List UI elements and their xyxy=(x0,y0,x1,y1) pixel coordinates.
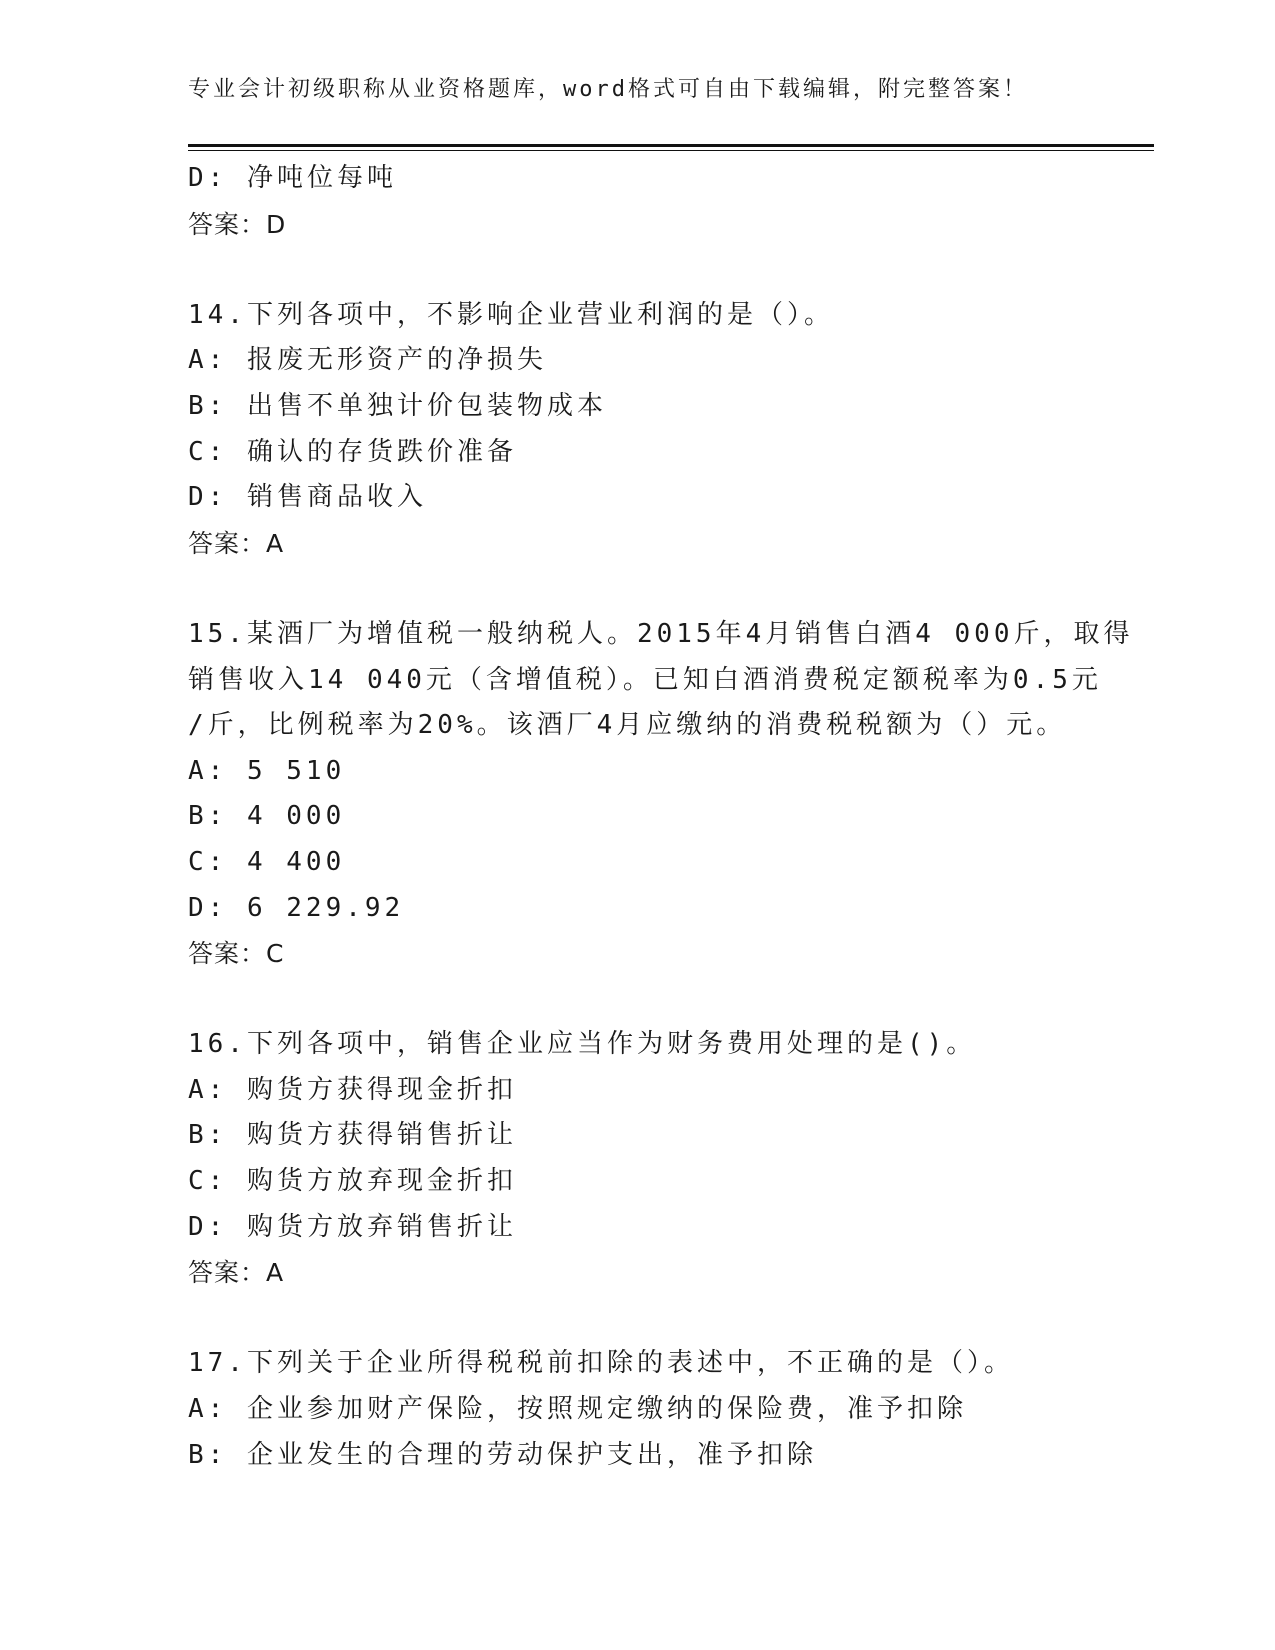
spacer xyxy=(188,1296,1088,1342)
option-c: C: 4 400 xyxy=(188,846,346,877)
option-d: D: 销售商品收入 xyxy=(188,482,427,513)
spacer xyxy=(188,247,1088,293)
option-d: D: 6 229.92 xyxy=(188,892,405,923)
header-rule-thick xyxy=(188,144,1154,147)
option-b: B: 购货方获得销售折让 xyxy=(188,1120,517,1151)
header-rule-thin xyxy=(188,150,1154,151)
option-c: C: 购货方放弃现金折扣 xyxy=(188,1166,517,1197)
page-header: 专业会计初级职称从业资格题库，word格式可自由下载编辑，附完整答案！ xyxy=(188,77,1028,102)
question-text: 14.下列各项中，不影响企业营业利润的是（）。 xyxy=(188,299,834,330)
option-b: B: 出售不单独计价包装物成本 xyxy=(188,390,607,421)
option-a: A: 企业参加财产保险，按照规定缴纳的保险费，准予扣除 xyxy=(188,1394,967,1425)
option-a: A: 报废无形资产的净损失 xyxy=(188,345,547,376)
question-block xyxy=(188,612,1134,1022)
answer-line: 答案：A xyxy=(188,1258,285,1288)
option-b: B: 企业发生的合理的劳动保护支出，准予扣除 xyxy=(188,1439,817,1470)
option-c: C: 确认的存货跌价准备 xyxy=(188,436,517,467)
spacer xyxy=(188,566,1088,612)
answer-line: 答案：A xyxy=(188,528,285,558)
question-block xyxy=(188,293,1088,612)
question-text: 销售收入14 040元（含增值税）。已知白酒消费税定额税率为0.5元 xyxy=(188,664,1102,695)
option-d: D: 净吨位每吨 xyxy=(188,163,397,193)
question-block xyxy=(188,1022,1088,1341)
option-a: A: 购货方获得现金折扣 xyxy=(188,1074,517,1105)
question-text: 15.某酒厂为增值税一般纳税人。2015年4月销售白酒4 000斤，取得 xyxy=(188,618,1134,649)
option-b: B: 4 000 xyxy=(188,801,346,832)
question-text: 17.下列关于企业所得税税前扣除的表述中，不正确的是（）。 xyxy=(188,1348,1014,1379)
question-list xyxy=(188,293,1134,1478)
question-block xyxy=(188,1341,1088,1478)
option-d: D: 购货方放弃销售折让 xyxy=(188,1211,517,1242)
document-body xyxy=(188,156,1134,1478)
answer-line: 答案：C xyxy=(188,939,285,969)
question-text: /斤，比例税率为20%。该酒厂4月应缴纳的消费税税额为（）元。 xyxy=(188,710,1067,741)
answer-line: 答案：D xyxy=(188,209,287,239)
option-a: A: 5 510 xyxy=(188,755,346,786)
question-text: 16.下列各项中，销售企业应当作为财务费用处理的是()。 xyxy=(188,1029,977,1060)
spacer xyxy=(188,977,1088,1023)
